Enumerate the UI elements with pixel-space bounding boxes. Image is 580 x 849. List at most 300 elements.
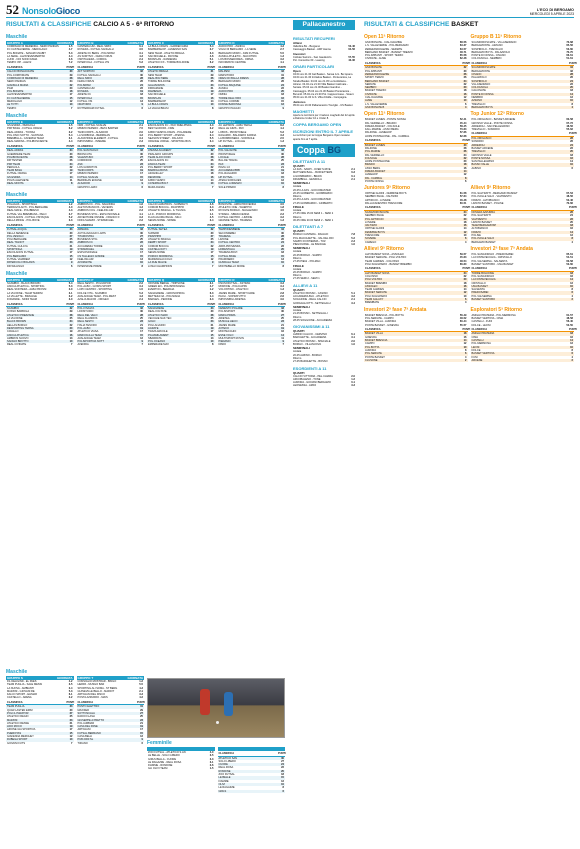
match-row: [471, 202, 575, 205]
team-points: 25: [210, 80, 214, 84]
team-name: REAL BOLTIERE: [148, 76, 169, 80]
team-points: 6: [141, 185, 143, 189]
match-teams: TEAM GARDEN - COLOSSO: [365, 259, 400, 263]
group-box: [6, 120, 74, 189]
match-score: 5-2: [68, 216, 73, 220]
team-name: GUNDALA TEAM: [218, 261, 239, 265]
team-points: 13: [140, 100, 143, 104]
team-name: ZANICA TEAM: [148, 162, 166, 166]
league-round: 5ª Ritorno: [498, 306, 523, 313]
team-points: 26: [570, 76, 573, 80]
team-name: BREMBATE: [365, 301, 380, 305]
team-points: 24: [69, 162, 73, 166]
team-name: ATENA SORIGUES: [218, 178, 242, 182]
team-name: ARJANILLEY: [148, 172, 164, 176]
team-points: 17: [69, 251, 73, 255]
result-score: [353, 360, 355, 363]
team-points: 21: [69, 244, 73, 248]
team-points: 9: [212, 261, 214, 265]
standings-col-points: PUNTI: [569, 61, 577, 65]
team-name: BASKET LUMEN: [365, 143, 385, 147]
team-points: 20: [463, 278, 467, 282]
team-points: 19: [140, 248, 143, 252]
team-name: TRAZENA: [218, 234, 231, 238]
team-name: FUTSAL BASE: [218, 254, 236, 258]
team-name: CISANO: [471, 72, 482, 76]
team-name: SANGIO BROTTO: [7, 340, 29, 344]
team-points: 16: [210, 175, 214, 179]
match-teams: SCAMBIO - BLACK BROWN: [7, 281, 41, 285]
result-teams: Caravaggio Basket - ADP Hanna: [293, 48, 331, 52]
match-score: 4-2: [68, 680, 73, 683]
team-name: PHEROTAS: [7, 731, 22, 735]
team-points: 30: [140, 73, 143, 77]
group-round-label: GIORNATA: [56, 198, 73, 203]
team-points: 26: [570, 210, 573, 214]
match-teams: IMPOSSIBILI ARIETEA: [218, 298, 246, 302]
team-points: 7: [71, 106, 73, 110]
team-name: CS TALLEGIO ANSIDE: [77, 254, 105, 258]
group-box: [218, 747, 286, 793]
team-name: LOSAI CHAMPIONS: [148, 264, 173, 268]
team-name: PREDOSABEI: [471, 291, 489, 295]
match-teams: CIVIDATE - ALME: [365, 57, 386, 61]
match-score: 5-1: [209, 58, 214, 62]
team-name: COLOSSO: [365, 275, 378, 278]
match-score: 3-4: [209, 140, 214, 144]
team-name: GUERRIERE TEAM: [7, 152, 31, 156]
team-points: 7: [71, 741, 73, 745]
team-points: 14: [570, 230, 573, 234]
team-name: VALENTIJNO: [77, 155, 94, 159]
match-score: 52-41: [459, 118, 467, 122]
match-score: 2-4: [68, 686, 73, 690]
team-points: 22: [140, 241, 143, 245]
team-points: 6: [465, 179, 467, 183]
match-score: 67-72: [566, 121, 573, 125]
team-name: POL.VESOLO: [7, 234, 24, 238]
team-name: BASKET TREZZO: [365, 89, 387, 93]
team-name: MARIA PRIMA: [218, 313, 236, 317]
team-points: 30: [281, 152, 284, 156]
team-points: 10: [69, 340, 73, 344]
team-name: RAMIENZA: [148, 90, 162, 94]
team-points: 10: [69, 738, 73, 742]
team-name: BERGAMO BASKET: [471, 240, 496, 244]
match-score: 7-2: [68, 61, 73, 65]
match-score: 58-45: [459, 124, 467, 128]
team-points: 2: [571, 298, 573, 302]
groups-grid: [6, 120, 285, 191]
result-score: 64-56: [348, 48, 355, 52]
team-points: 14: [570, 92, 573, 96]
match-teams: MAZZINI - GIOVANI RE: [7, 689, 35, 693]
team-points: 17: [210, 93, 214, 97]
team-name: TEAM BERGAMOSP: [471, 224, 497, 228]
team-name: ESPLOSIONALE: [77, 251, 98, 255]
team-points: 26: [140, 80, 143, 84]
team-points: 18: [463, 281, 467, 285]
team-name: ALSADOR: [77, 182, 90, 186]
team-name: TANKCORPS: [77, 169, 94, 173]
group-round-label: GIORNATA: [268, 41, 284, 45]
match-score: 5-3: [68, 285, 73, 289]
league-heading: [364, 246, 468, 252]
standings-col-team: CLASSIFICA: [77, 223, 94, 227]
match-score: 3-4: [209, 219, 214, 223]
match-score: 6-2: [209, 61, 214, 65]
team-name: POL.BERRY SPORT: [148, 165, 173, 169]
calcio-column: [6, 33, 285, 664]
standings-col-points: PUNTI: [278, 223, 286, 227]
match-teams: GRANDE TEAM - TRAZENA: [218, 219, 252, 223]
team-name: FOLSOLE: [365, 156, 377, 160]
match-teams: AUDIO PRO - ZANICA: [218, 45, 245, 48]
basket-box: [364, 245, 471, 305]
match-score: 65-56: [566, 44, 573, 48]
match-score: 1-2: [209, 288, 214, 292]
match-teams: FALCO SPORT - ELIMAR: [7, 693, 38, 697]
team-points: 16: [463, 92, 467, 96]
team-points: 20: [463, 217, 467, 221]
tournament-heading: DILETTANTI A 11: [293, 159, 326, 165]
basket-box: [364, 306, 471, 362]
team-points: 34: [69, 149, 73, 153]
basket-column: [364, 33, 577, 845]
result-score: 57-55: [348, 55, 355, 59]
match-score: 4-0: [68, 206, 73, 210]
team-name: TRESCORE: [365, 234, 380, 238]
team-name: VILLASEIRANO: [471, 82, 491, 86]
team-points: 16: [463, 335, 467, 339]
team-points: 32: [69, 307, 73, 311]
team-points: 19: [140, 725, 143, 729]
match-score: 63-57: [459, 47, 467, 51]
team-points: 16: [463, 166, 467, 170]
match-score: 52-60: [566, 262, 573, 266]
league-heading: [364, 185, 468, 191]
standings-col-team: CLASSIFICA: [77, 700, 94, 704]
match-score: 3-4: [139, 137, 143, 141]
team-points: 18: [463, 163, 467, 167]
match-teams: ATLETICO FX - TORRE BOLDONE: [148, 61, 190, 65]
team-points: 22: [69, 323, 73, 327]
team-points: 33: [140, 228, 143, 232]
group-name: GRUPPO T: [77, 676, 94, 680]
team-name: PERGOLA: [7, 165, 20, 169]
match-teams: BREMBILLA - CAVERNA TEAM: [7, 137, 44, 141]
match-teams: GSD BONATE - CIAL DALMINE: [365, 41, 403, 44]
match-teams: REAL MARINA - POLIBOSCIENTE: [7, 140, 48, 144]
result-teams: AURORA - GIOVANI BERGAMO: [293, 381, 331, 385]
group-round-label: GIORNATA: [56, 119, 73, 124]
result-teams: 20-05 BORGO - SAMPO: [293, 270, 322, 274]
team-name: ACCADEMIA BBB: [218, 169, 240, 173]
team-name: BUSINESS STIG: [77, 238, 98, 242]
match-score: 4-0: [209, 751, 214, 754]
match-teams: METTEZA NA - POLISIANA: [148, 295, 181, 298]
team-name: ESCOLANOS FUTSAL: [7, 251, 34, 255]
match-teams: REAL SKINTERA - ALBA PROSSI: [7, 288, 47, 292]
group-round-label: GIORNATA: [197, 41, 214, 45]
team-points: 13: [69, 336, 73, 340]
team-name: LE TOTTI: [7, 103, 19, 107]
group-round-label: GIORNATA: [197, 277, 214, 282]
team-name: BRAIDO: [365, 163, 375, 167]
team-name: ARCENE: [471, 358, 483, 362]
match-teams: CASTELLI - FUNI: [471, 320, 493, 324]
match-teams: BASKET LUMEN - PONTE NOSSA: [365, 118, 407, 122]
team-points: 10: [210, 182, 214, 186]
match-teams: POL.VALSERINA - SALSENTA: [471, 259, 508, 263]
match-teams: BUSINESS STIG - ESPLOSIONALE: [77, 212, 120, 216]
result-teams: CALCIO VITTORIA - PEL.CHIARA: [293, 374, 333, 378]
result-teams: Andata: [293, 350, 302, 354]
standings-col-points: PUNTI: [278, 144, 286, 148]
team-points: 31: [140, 705, 143, 709]
match-teams: ESCOLANOS FC - PAO SMELPINDA: [148, 123, 192, 127]
match-teams: FIAMME - RONDINE: [148, 764, 173, 768]
result-teams: SOGGIONE - REAL CALCIO: [293, 298, 327, 302]
team-name: FEMMINE BOYS: [365, 230, 385, 234]
player-blue: [224, 692, 233, 716]
group-round-label: GIORNATA: [197, 198, 214, 203]
team-name: ATLETICO MARI: [148, 313, 168, 317]
team-points: 33: [140, 149, 143, 153]
team-points: 14: [281, 333, 284, 337]
team-points: 31: [210, 70, 214, 74]
match-score: 1-5: [209, 767, 214, 771]
match-teams: ARDEROLI - SAN PELLEGRINO: [471, 124, 510, 128]
team-name: LOVERE: [365, 220, 376, 224]
basket-section-title: RISULTATI & CLASSIFICHE BASKET: [364, 21, 479, 28]
result-score: 7-8: [351, 233, 355, 237]
standings-col-points: PUNTI: [66, 144, 75, 148]
match-teams: TREVIGLIO - SONDRIO: [471, 128, 500, 132]
team-points: 28: [69, 76, 73, 80]
team-points: 26: [281, 238, 284, 242]
group-round-label: GIORNATA: [127, 41, 143, 45]
round-heading: QUARTI: [293, 287, 305, 292]
masthead-info: [530, 8, 574, 16]
match-teams: JAMES MAME - SPORT DARE: [218, 291, 255, 295]
match-teams: ORR - FUTSAL SCALVE: [77, 123, 107, 127]
team-points: 8: [571, 102, 573, 106]
team-points: 12: [570, 281, 573, 285]
team-name: LOS GORDITOS: [77, 165, 98, 169]
result-teams: 27-05 ORE 15.00 SEMI 1 - SEMI 2: [293, 212, 334, 216]
team-points: 28: [463, 146, 467, 150]
match-teams: GS ESDRA - PERGOLA: [7, 123, 36, 127]
team-name: MEDOLAGO: [7, 100, 22, 104]
team-points: 23: [210, 83, 214, 87]
team-points: 20: [570, 220, 573, 224]
result-line: [293, 59, 355, 62]
match-row: [147, 140, 215, 143]
group-name: GRUPPO Q: [148, 277, 165, 282]
match-teams: FODANDE - NINNI TEAM: [7, 298, 37, 302]
team-name: FUTSAL SHTEA: [148, 228, 168, 232]
team-name: RENZORE: [148, 175, 161, 179]
match-score: 8-2: [280, 123, 284, 127]
team-points: 21: [140, 244, 143, 248]
match-teams: FC CASTELVERDE - MEDOLAGO: [7, 48, 48, 52]
team-points: 14: [69, 175, 73, 179]
team-name: ORTISEI ALDINI: [365, 227, 385, 231]
match-teams: FABIO VESPOLONIAN - POLAREDE: [148, 130, 192, 134]
team-name: DR.WILLINGO: [7, 264, 25, 268]
team-points: 20: [69, 326, 73, 330]
result-teams: LEONESSA - AMICI: [293, 384, 317, 388]
team-name: CRISTALLO: [471, 281, 486, 285]
schedule-text: 05.04 ore 19.30 Pallacanestro Treviglio - US Basket: [293, 103, 353, 107]
group-name: GRUPPO I: [7, 198, 22, 203]
team-points: 19: [210, 248, 214, 252]
result-teams: 27-05 BARCHETTE - BOSSO: [293, 360, 328, 364]
match-teams: POL.IMPIANTI - SPORT. TERZO: [365, 54, 404, 58]
team-points: 15: [140, 175, 143, 179]
match-score: 55-62: [566, 128, 573, 132]
standings-col-team: CLASSIFICA: [218, 65, 235, 69]
standings-col-team: CLASSIFICA: [7, 65, 23, 69]
match-teams: GIRLS BELLA - CUORE: [148, 757, 177, 761]
match-teams: LA BOMBONERA - SORISOLE: [218, 137, 255, 141]
match-row: [471, 324, 575, 327]
team-name: TEAM PUGLIA: [7, 705, 25, 709]
match-teams: COMUM BOCCIA - FRAPPIPR: [148, 206, 184, 210]
match-teams: ATHLETIC ONE - WHEPPIO: [218, 206, 252, 210]
team-points: 23: [140, 320, 143, 324]
standings-row: [218, 186, 286, 189]
match-score: 3-2: [280, 216, 284, 220]
team-name: ALZATEVESPERTINI: [7, 93, 32, 97]
match-score: 4-3: [139, 686, 143, 690]
match-teams: AMBROS FOG - FEELING AIR: [77, 209, 114, 213]
team-name: BASKET VILLA: [365, 332, 383, 336]
league-round: 7ª Andata: [403, 306, 427, 313]
team-points: 20: [281, 769, 284, 773]
league-name: Top Junior: [470, 111, 498, 118]
team-name: ARMADA: [77, 228, 89, 232]
team-name: DELLA SEMENCE: [7, 231, 29, 235]
league-round: 11ª Ritorno: [378, 34, 405, 40]
standings-col-team: CLASSIFICA: [471, 206, 488, 210]
match-row: [471, 263, 575, 266]
match-teams: POL.OSIO SOTTO - SANTANA: [7, 133, 44, 137]
team-points: 8: [465, 348, 467, 352]
match-row: [147, 219, 215, 222]
team-points: 4: [465, 105, 467, 109]
calcio-section-title: RISULTATI & CLASSIFICHE CALCIO A 5 - 6ª RITORNO: [6, 21, 175, 28]
match-row: [6, 140, 74, 143]
league-heading: [364, 307, 468, 313]
standings-col-points: PUNTI: [137, 223, 145, 227]
match-teams: POSTA AZZURRO - MAIS: [77, 696, 108, 700]
groups-grid: [6, 41, 285, 112]
match-teams: LOBOS - PRONTOIELE: [218, 130, 247, 134]
team-points: 15: [140, 731, 143, 735]
team-points: 19: [69, 725, 73, 729]
standings-col-team: CLASSIFICA: [218, 752, 235, 755]
group-box: [6, 676, 74, 795]
team-name: ORES DO BALLA DRESS: [218, 76, 249, 80]
team-points: 21: [69, 721, 73, 725]
group-box: [77, 41, 145, 110]
match-score: 1-3: [280, 288, 284, 292]
result-score: [353, 219, 355, 222]
result-score: 6-1: [351, 333, 355, 337]
team-name: POLI.AMBIAR: [77, 721, 95, 725]
team-name: POLI.VOLTRO: [365, 278, 383, 282]
standings-row: [471, 298, 575, 301]
standings-row: [147, 186, 215, 189]
standings-col-team: CLASSIFICA: [7, 144, 23, 148]
team-points: 15: [69, 96, 73, 100]
match-row: [6, 61, 74, 64]
match-score: 48-71: [459, 50, 467, 54]
team-points: 27: [69, 711, 73, 715]
team-points: 13: [281, 257, 284, 261]
team-points: 14: [463, 339, 467, 343]
match-teams: CALCIO ALBATROS - SUPERLITI: [148, 202, 188, 206]
team-points: 16: [570, 275, 573, 278]
team-name: HELLAS BORGO: [7, 323, 28, 327]
team-points: 22: [69, 83, 73, 87]
team-name: POL.ARTIFICIO: [365, 217, 384, 221]
team-name: RADIO FLASH: [77, 715, 95, 719]
match-score: 4-4: [280, 127, 284, 131]
team-points: 30: [210, 310, 214, 314]
team-name: SCANZOROSCIATE: [471, 66, 496, 70]
team-points: 16: [570, 227, 573, 231]
team-points: 14: [210, 100, 214, 104]
match-teams: BATAPLAN - RAMIENZA: [148, 58, 177, 62]
team-name: CORRIDOR: [77, 159, 92, 163]
team-name: L.S. VALLEVERDE: [365, 102, 388, 106]
category-heading: Maschile: [6, 270, 28, 277]
match-score: 52-50: [566, 323, 573, 327]
team-points: 29: [69, 73, 73, 77]
team-name: ATLETICO REGIO: [7, 715, 29, 719]
match-score: 65-61: [566, 252, 573, 256]
match-score: 3-3: [209, 206, 214, 210]
team-points: 20: [69, 86, 73, 90]
team-points: 15: [140, 254, 143, 258]
team-name: MAZZINI: [7, 718, 18, 722]
league-name: Allievi: [364, 245, 381, 252]
match-score: 53-60: [566, 47, 573, 51]
team-name: DOLCE: [471, 348, 481, 352]
match-teams: RIVOLTE BORGO - MAGLEINDO: [218, 209, 258, 213]
team-points: 27: [140, 711, 143, 715]
result-teams: ACCADEMIA BLU - ATLETICO: [293, 295, 329, 299]
team-name: GRUPPO LARIO: [77, 185, 98, 189]
team-points: 12: [69, 100, 73, 104]
match-score: 57-64: [459, 195, 467, 199]
team-name: TEAM BASH: [7, 169, 22, 173]
match-teams: PAOLI - SOPRATUTTO: [218, 295, 246, 298]
result-score: 3-1: [351, 336, 355, 340]
result-teams: Ritorno: [293, 215, 302, 219]
team-name: PALAZZOLO: [471, 76, 487, 80]
team-name: PAL. CAMMAL: [365, 176, 383, 180]
match-teams: POL.BONATE - SANAMI UNABIT: [7, 51, 46, 55]
team-points: 12: [69, 257, 73, 261]
match-teams: POL.ORIGASCO - BASKET ARCENE: [471, 118, 516, 122]
match-teams: VIGILI DI BERGAMO - LA SEDE: [218, 48, 257, 52]
match-score: 4-7: [68, 48, 73, 52]
team-points: 22: [210, 165, 214, 169]
